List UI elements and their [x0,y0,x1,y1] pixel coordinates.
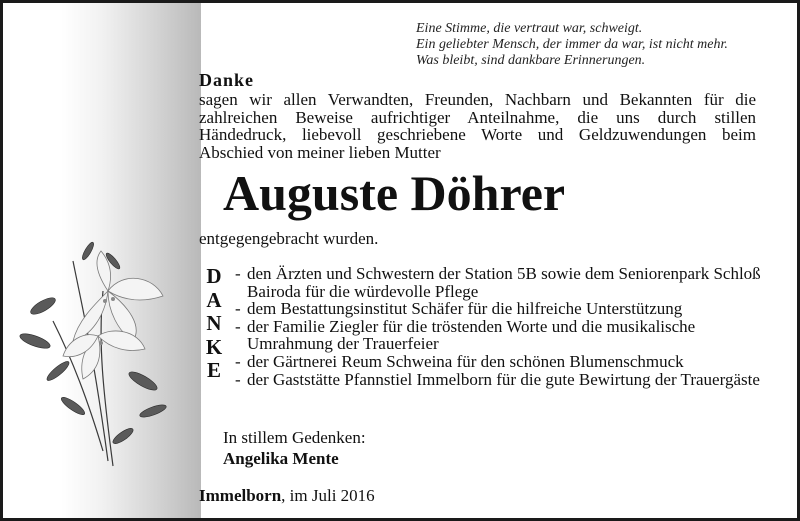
thanks-item-text: der Gärtnerei Reum Schweina für den schönen Blumenschmuck [247,351,684,371]
acrostic-letter: E [206,358,221,382]
thanks-list [235,265,765,388]
acrostic-letter: K [205,334,223,359]
intro-line: zahlreichen Beweise aufrichtiger Anteilnahme, die uns durch stillen [199,107,756,127]
list-dash: - [235,316,241,336]
place-date-text: , im Juli 2016 [281,486,375,505]
thanks-item [235,353,765,371]
thanks-item [235,300,765,318]
thanks-item-text: der Gaststätte Pfannstiel Immelborn für die gute Bewirtung der Trauergäste [247,369,760,389]
thanks-item-text: der Familie Ziegler für die tröstenden Worte und die musikalische Umrahmung der Trauerfeier [247,316,696,354]
list-dash: - [235,351,241,371]
place-town: Immelborn [199,486,282,505]
list-dash: - [235,264,241,283]
opening-quote [416,21,728,69]
intro-paragraph [199,91,756,161]
list-dash: - [235,299,241,319]
thanks-item [235,318,765,353]
deceased-name: Auguste Döhrer [223,165,566,221]
intro-line: Händedruck, liebevoll geschriebene Worte und Geldzuwendungen beim [199,125,756,145]
quote-line: Ein geliebter Mensch, der immer da war, ist nicht mehr. [416,37,728,52]
quote-line: Eine Stimme, die vertraut war, schweigt. [416,21,643,36]
thanks-item-text: den Ärzten und Schwestern der Station 5B sowie dem Seniorenpark Schloß Bairoda für die würdevolle Pflege [247,264,761,301]
list-dash: - [235,369,241,389]
quote-line: Was bleibt, sind dankbare Erinnerungen. [416,53,646,68]
thanks-item [235,371,765,389]
thanks-item-text: dem Bestattungsinstitut Schäfer für die hilfreiche Unterstützung [247,299,683,319]
closing-memory: In stillem Gedenken: [223,428,366,447]
after-name-text: entgegengebracht wurden. [199,229,379,248]
signer-name: Angelika Mente [223,449,339,468]
intro-line: Abschied von meiner lieben Mutter [199,142,441,162]
heading-danke: Danke [199,70,255,90]
place-date [199,486,375,506]
acrostic-danke [203,265,225,383]
acrostic-letter: N [206,311,222,335]
thanks-item [235,265,765,300]
acrostic-letter: D [206,264,222,288]
intro-line: sagen wir allen Verwandten, Freunden, Nachbarn und Bekannten für die [199,90,756,109]
acrostic-letter: A [206,287,222,312]
lily-flower-illustration [13,231,193,471]
